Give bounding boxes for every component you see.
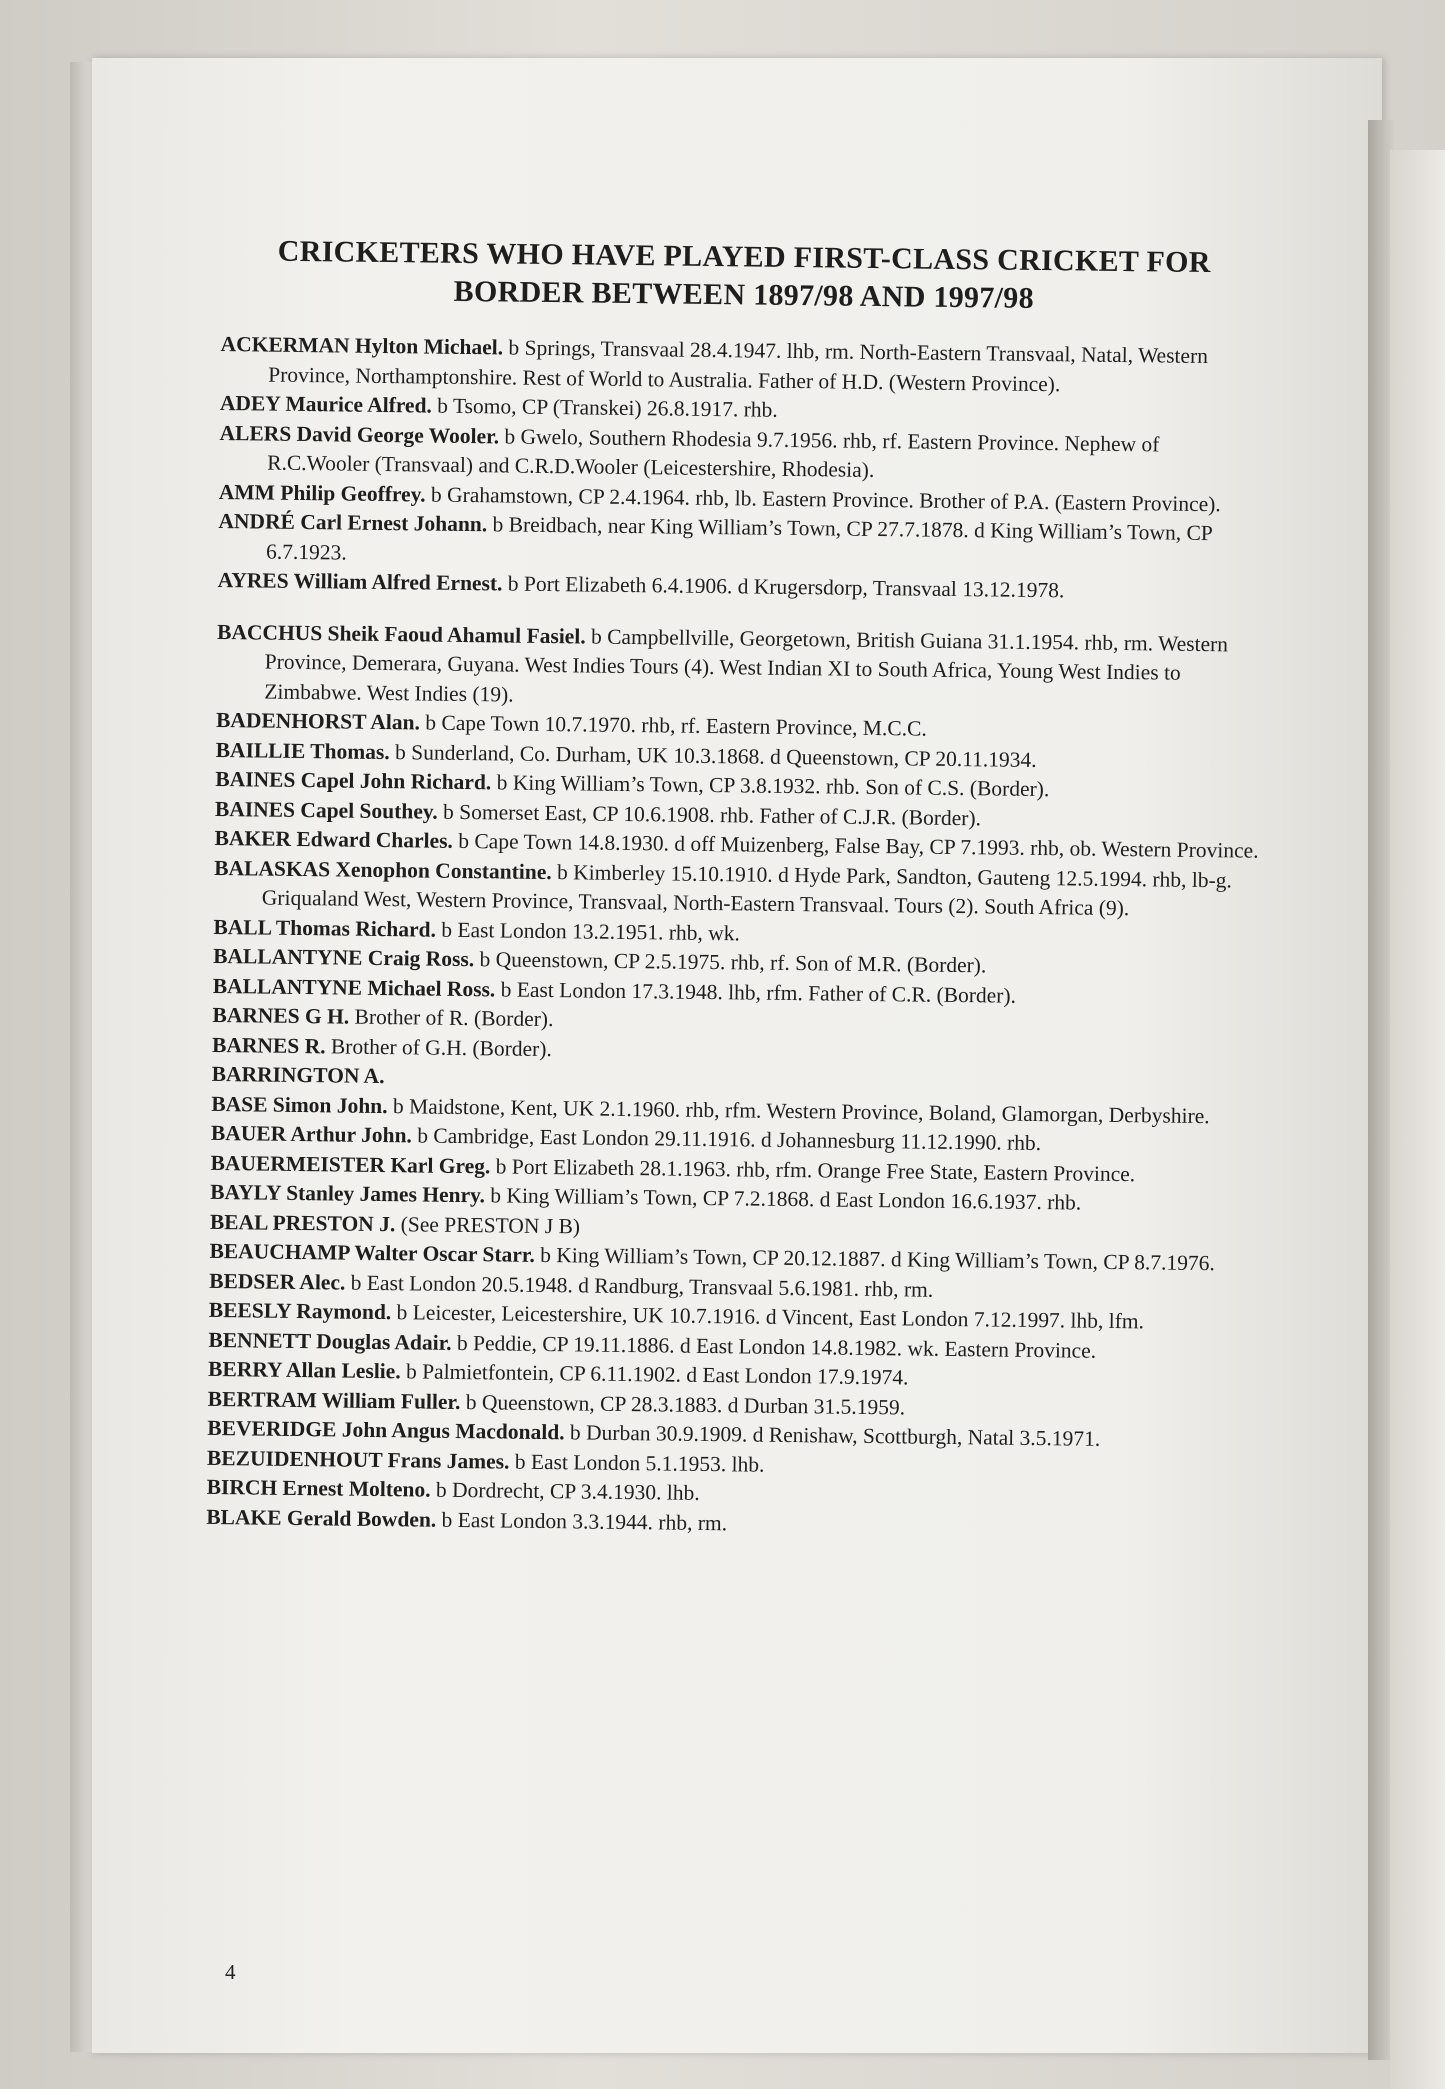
- cricketer-name: BLAKE Gerald Bowden.: [206, 1504, 437, 1532]
- cricketer-details: b Somerset East, CP 10.6.1908. rhb. Father of C.J.R. (Border).: [442, 799, 982, 830]
- cricketer-details: (See PRESTON J B): [400, 1211, 581, 1238]
- cricketer-details: b Queenstown, CP 2.5.1975. rhb, rf. Son of M.R. (Border).: [479, 947, 987, 978]
- cricketer-name: BAUERMEISTER Karl Greg.: [210, 1150, 491, 1178]
- cricketer-details: b Gwelo, Southern Rhodesia 9.7.1956. rhb, rf. Eastern Province. Nephew of R.C.Wooler (Transvaal) and C.R.D.Wooler (Leicestershire, Rhodesia).: [267, 423, 1160, 482]
- cricketer-name: ACKERMAN Hylton Michael.: [220, 331, 504, 360]
- cricketer-name: BADENHORST Alan.: [215, 707, 421, 735]
- facing-page: [1390, 150, 1445, 2089]
- cricketer-details: Brother of R. (Border).: [354, 1004, 554, 1032]
- cricketer-name: BAKER Edward Charles.: [214, 825, 454, 853]
- cricketer-details: b King William’s Town, CP 20.12.1887. d King William’s Town, CP 8.7.1976.: [540, 1242, 1216, 1276]
- cricketer-name: ANDRÉ Carl Ernest Johann.: [218, 508, 488, 537]
- cricketer-details: b Cambridge, East London 29.11.1916. d Johannesburg 11.12.1990. rhb.: [417, 1123, 1042, 1156]
- cricketer-details: b East London 5.1.1953. lhb.: [514, 1449, 765, 1477]
- page-title: [221, 232, 1267, 321]
- cricketer-details: b Kimberley 15.10.1910. d Hyde Park, Sandton, Gauteng 12.5.1994. rhb, lb-g. Griqualand West, Western Province, Transvaal, North-Eastern Transvaal. Tours (2). South Africa (9).: [261, 859, 1232, 921]
- cricketer-name: BENNETT Douglas Adair.: [208, 1327, 452, 1355]
- cricketer-name: BERRY Allan Leslie.: [207, 1356, 401, 1384]
- cricketer-details: b Port Elizabeth 28.1.1963. rhb, rfm. Orange Free State, Eastern Province.: [495, 1153, 1136, 1186]
- cricketer-name: BALLANTYNE Michael Ross.: [212, 973, 496, 1001]
- cricketer-details: b Sunderland, Co. Durham, UK 10.3.1868. d Queenstown, CP 20.11.1934.: [394, 739, 1037, 772]
- cricketer-name: BASE Simon John.: [211, 1091, 388, 1118]
- title-line-1: CRICKETERS WHO HAVE PLAYED FIRST-CLASS CRICKET FOR: [277, 234, 1211, 280]
- cricketer-details: b Tsomo, CP (Transkei) 26.8.1917. rhb.: [437, 393, 778, 422]
- page-content: [206, 232, 1267, 1545]
- cricketer-name: BEAL PRESTON J.: [209, 1209, 396, 1236]
- cricketer-name: BALASKAS Xenophon Constantine.: [214, 855, 552, 884]
- cricketer-name: AMM Philip Geoffrey.: [218, 479, 426, 507]
- cricketer-name: BERTRAM William Fuller.: [207, 1386, 461, 1414]
- cricketer-details: b Springs, Transvaal 28.4.1947. lhb, rm. North-Eastern Transvaal, Natal, Western Province, Northamptonshire. Rest of World to Australia. Father of H.D. (Western Province).: [268, 335, 1209, 396]
- cricketer-details: b East London 17.3.1948. lhb, rfm. Father of C.R. (Border).: [500, 976, 1017, 1008]
- cricketer-name: BIRCH Ernest Molteno.: [206, 1474, 431, 1502]
- cricketer-name: BEAUCHAMP Walter Oscar Starr.: [209, 1238, 535, 1267]
- cricketer-details: b Leicester, Leicestershire, UK 10.7.1916. d Vincent, East London 7.12.1997. lhb, lfm.: [396, 1300, 1145, 1334]
- cricketer-details: b Grahamstown, CP 2.4.1964. rhb, lb. Eastern Province. Brother of P.A. (Eastern Province).: [430, 482, 1221, 516]
- cricketer-name: BAUER Arthur John.: [210, 1120, 413, 1148]
- cricketer-name: BAINES Capel Southey.: [214, 796, 438, 824]
- cricketer-details: b Maidstone, Kent, UK 2.1.1960. rhb, rfm. Western Province, Boland, Glamorgan, Derbyshire.: [392, 1093, 1210, 1128]
- cricketer-name: BEVERIDGE John Angus Macdonald.: [207, 1415, 565, 1445]
- cricketer-name: ALERS David George Wooler.: [219, 420, 500, 448]
- cricketer-details: b Durban 30.9.1909. d Renishaw, Scottburgh, Natal 3.5.1971.: [569, 1420, 1101, 1451]
- cricketer-details: b Port Elizabeth 6.4.1906. d Krugersdorp, Transvaal 13.12.1978.: [507, 571, 1065, 603]
- cricketer-details: b East London 3.3.1944. rhb, rm.: [441, 1507, 728, 1535]
- cricketer-details: b King William’s Town, CP 3.8.1932. rhb. Son of C.S. (Border).: [496, 770, 1050, 802]
- cricketer-name: AYRES William Alfred Ernest.: [217, 567, 503, 596]
- cricketer-name: BARNES G H.: [212, 1002, 350, 1029]
- cricketer-name: BARNES R.: [211, 1032, 326, 1058]
- cricketer-details: b King William’s Town, CP 7.2.1868. d East London 16.6.1937. rhb.: [490, 1183, 1082, 1215]
- cricketer-details: b East London 13.2.1951. rhb, wk.: [441, 917, 741, 945]
- cricketer-details: b Queenstown, CP 28.3.1883. d Durban 31.5.1959.: [465, 1389, 906, 1419]
- cricketer-details: b East London 20.5.1948. d Randburg, Transvaal 5.6.1981. rhb, rm.: [350, 1270, 934, 1302]
- cricketer-name: BACCHUS Sheik Faoud Ahamul Fasiel.: [216, 619, 586, 648]
- cricketer-entry: [216, 617, 1262, 718]
- entries-section-a: [218, 330, 1266, 608]
- cricketer-name: ADEY Maurice Alfred.: [219, 390, 433, 418]
- cricketer-name: BEDSER Alec.: [209, 1268, 346, 1295]
- cricketer-name: BALL Thomas Richard.: [213, 914, 437, 942]
- cricketer-name: BALLANTYNE Craig Ross.: [213, 943, 475, 972]
- cricketer-name: BEZUIDENHOUT Frans James.: [206, 1445, 510, 1474]
- entries-section-b: [206, 617, 1262, 1544]
- title-line-2: BORDER BETWEEN 1897/98 AND 1997/98: [453, 274, 1035, 315]
- cricketer-name: BAINES Capel John Richard.: [215, 766, 492, 795]
- cricketer-details: b Cape Town 10.7.1970. rhb, rf. Eastern Province, M.C.C.: [425, 710, 927, 741]
- cricketer-details: Brother of G.H. (Border).: [330, 1033, 552, 1061]
- cricketer-details: b Dordrecht, CP 3.4.1930. lhb.: [435, 1477, 700, 1505]
- cricketer-details: b Breidbach, near King William’s Town, CP 27.7.1878. d King William’s Town, CP 6.7.1923.: [265, 512, 1213, 565]
- cricketer-details: b Palmietfontein, CP 6.11.1902. d East London 17.9.1974.: [405, 1359, 909, 1390]
- cricketer-name: BAILLIE Thomas.: [215, 737, 390, 764]
- cricketer-details: b Cape Town 14.8.1930. d off Muizenberg, False Bay, CP 7.1993. rhb, ob. Western Province.: [458, 828, 1259, 863]
- cricketer-name: BEESLY Raymond.: [208, 1297, 392, 1325]
- cricketer-name: BARRINGTON A.: [211, 1061, 385, 1089]
- cricketer-details: b Peddie, CP 19.11.1886. d East London 14.8.1982. wk. Eastern Province.: [456, 1330, 1097, 1363]
- cricketer-details: b Campbellville, Georgetown, British Guiana 31.1.1954. rhb, rm. Western Province, Demerara, Guyana. West Indies Tours (4). West Indian XI to South Africa, Young West Indies to Zimbabwe. West Indies (19).: [264, 624, 1229, 707]
- cricketer-name: BAYLY Stanley James Henry.: [210, 1179, 486, 1208]
- page-number: 4: [225, 1960, 236, 1984]
